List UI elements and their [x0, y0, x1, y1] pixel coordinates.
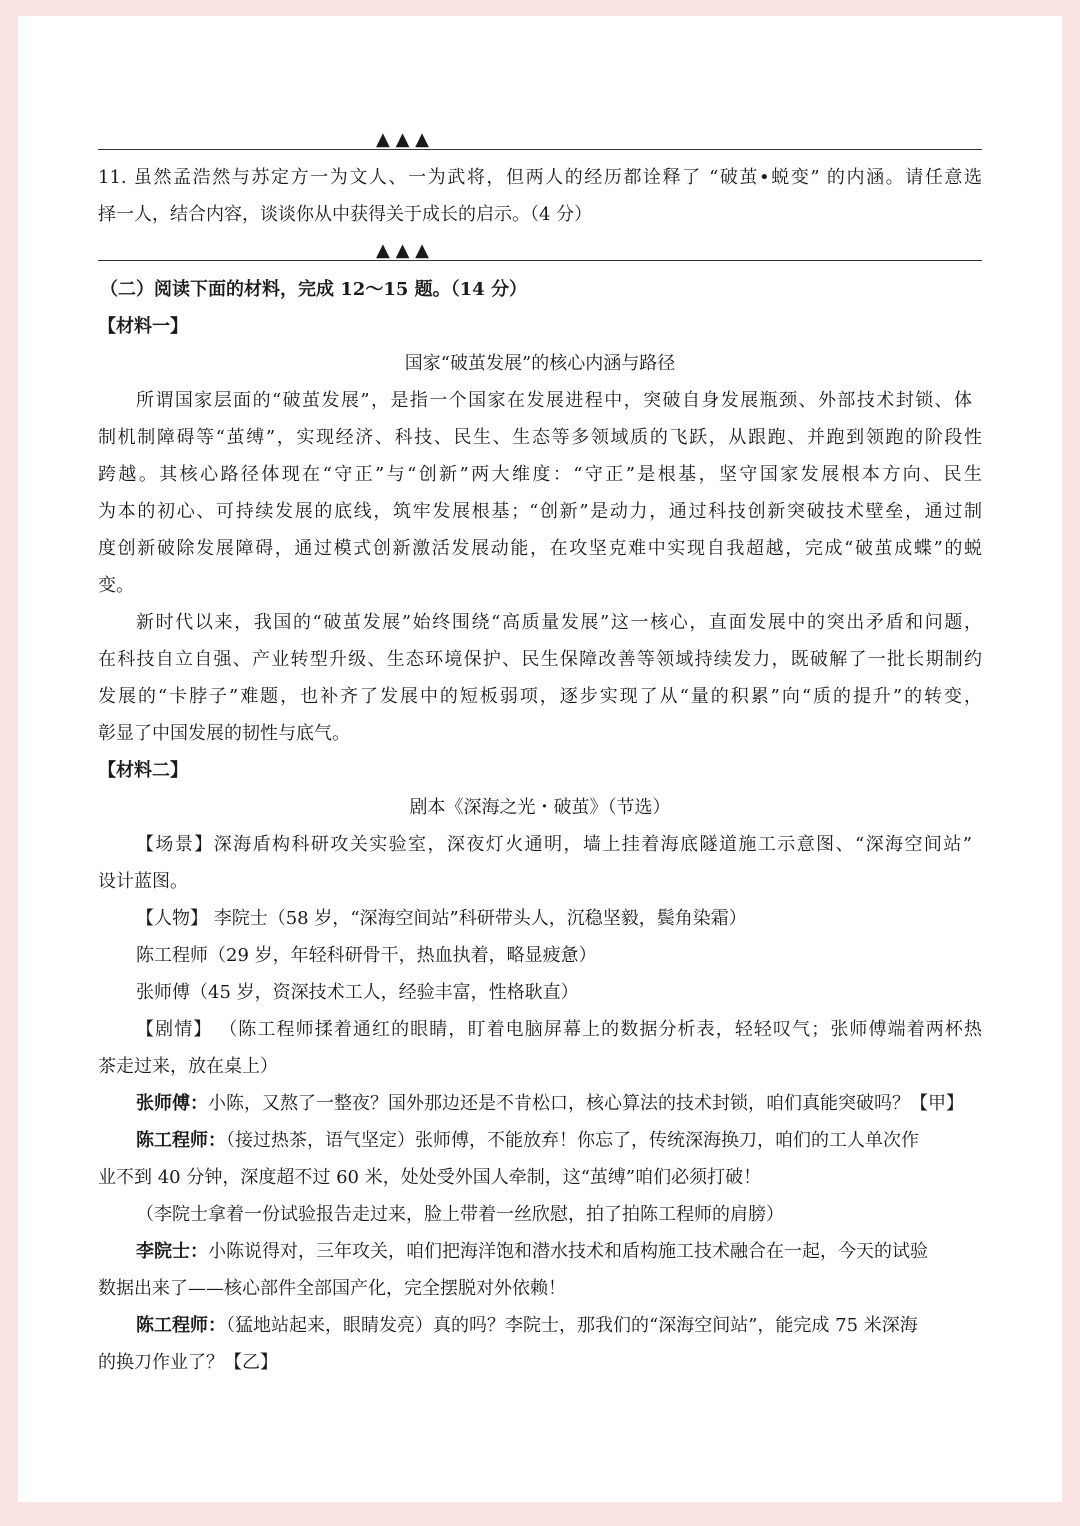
material2-title: 剧本《深海之光・破茧》（节选） [409, 797, 671, 818]
dialogue-li-text: 小陈说得对，三年攻关，咱们把海洋饱和潜水技术和盾构施工技术融合在一起，今天的试验 [208, 1241, 928, 1262]
plot-line-2: 茶走过来，放在桌上） [98, 1056, 278, 1077]
material1-title: 国家“破茧发展”的核心内涵与路径 [404, 353, 676, 374]
dialogue-zhang-text: 小陈，又熬了一整夜？国外那边还是不肯松口，核心算法的技术封锁，咱们真能突破吗？【甲】 [208, 1093, 964, 1114]
section2-heading: （二）阅读下面的材料，完成 12～15 题。（14 分） [100, 279, 527, 300]
material1-para2-line4: 彰显了中国发展的韧性与底气。 [98, 723, 350, 744]
q11-line-1: 11. 虽然孟浩然与苏定方一为文人、一为武将，但两人的经历都诠释了 “破茧•蜕变” 的内涵。请任意选 [98, 167, 982, 188]
zhang-intro: 张师傅（45 岁，资深技术工人，经验丰富，性格耿直） [136, 982, 579, 1003]
q11-line-2: 择一人，结合内容，谈谈你从中获得关于成长的启示。（4 分） [98, 204, 593, 225]
material1-para2-line3: 发展的“卡脖子”难题，也补齐了发展中的短板弱项，逐步实现了从“量的积累”向“质的提升”的转变， [98, 686, 982, 707]
material1-label: 【材料一】 [98, 316, 188, 337]
dialogue-chen-1-cont: 业不到 40 分钟，深度超不过 60 米，处处受外国人牵制，这“茧缚”咱们必须打破！ [98, 1167, 762, 1188]
answer-marks-bottom: ▲ ▲ ▲ [376, 240, 429, 261]
speaker-chen-2: 陈工程师： [136, 1315, 226, 1336]
scene-line-2: 设计蓝图。 [98, 871, 188, 892]
dialogue-li-cont: 数据出来了——核心部件全部国产化，完全摆脱对外依赖！ [98, 1278, 566, 1299]
dialogue-li [136, 1240, 972, 1264]
speaker-li: 李院士： [136, 1241, 208, 1262]
material1-para2-line2: 在科技自立自强、产业转型升级、生态环境保护、民生保障改善等领域持续发力，既破解了一批长期制约 [98, 649, 982, 670]
dialogue-chen-1-text: （接过热茶，语气坚定）张师傅，不能放弃！你忘了，传统深海换刀，咱们的工人单次作 [226, 1130, 919, 1151]
dialogue-chen-2-text: （猛地站起来，眼睛发亮）真的吗？李院士，那我们的“深海空间站”，能完成 75 米深海 [226, 1315, 918, 1336]
chen-intro: 陈工程师（29 岁，年轻科研骨干，热血执着，略显疲惫） [136, 945, 597, 966]
material1-para1-line1: 所谓国家层面的“破茧发展”，是指一个国家在发展进程中，突破自身发展瓶颈、外部技术封锁、体 [136, 390, 972, 411]
material1-para1-line6: 变。 [98, 575, 134, 596]
material1-para1-line2: 制机制障碍等“茧缚”，实现经济、科技、民生、生态等多领域质的飞跃，从跟跑、并跑到领跑的阶段性 [98, 427, 982, 448]
material1-para1-line5: 度创新破除发展障碍，通过模式创新激活发展动能，在攻坚克难中实现自我超越，完成“破茧成蝶”的蜕 [98, 538, 982, 559]
material1-para1-line3: 跨越。其核心路径体现在“守正”与“创新”两大维度：“守正”是根基，坚守国家发展根本方向、民生 [98, 464, 982, 485]
material1-para1-line4: 为本的初心、可持续发展的底线，筑牢发展根基；“创新”是动力，通过科技创新突破技术壁垒，通过制 [98, 501, 982, 522]
speaker-chen: 陈工程师： [136, 1130, 226, 1151]
dialogue-chen-1 [136, 1129, 972, 1153]
scene-line-1: 【场景】深海盾构科研攻关实验室，深夜灯火通明，墙上挂着海底隧道施工示意图、“深海空间站” [136, 834, 972, 855]
plot-line-1: 【剧情】 （陈工程师揉着通红的眼睛，盯着电脑屏幕上的数据分析表，轻轻叹气；张师傅端着两杯热 [136, 1019, 982, 1040]
answer-line-bottom [98, 260, 982, 261]
stage-direction: （李院士拿着一份试验报告走过来，脸上带着一丝欣慰，拍了拍陈工程师的肩膀） [136, 1204, 784, 1225]
speaker-zhang: 张师傅： [136, 1093, 208, 1114]
material1-para2-line1: 新时代以来，我国的“破茧发展”始终围绕“高质量发展”这一核心，直面发展中的突出矛盾和问题， [136, 612, 982, 633]
people-line: 【人物】 李院士（58 岁，“深海空间站”科研带头人，沉稳坚毅，鬓角染霜） [136, 908, 747, 929]
answer-marks-top: ▲ ▲ ▲ [376, 129, 429, 150]
answer-line-top [98, 149, 982, 150]
dialogue-chen-2 [136, 1314, 982, 1338]
dialogue-zhang [136, 1092, 982, 1116]
material2-label: 【材料二】 [98, 760, 188, 781]
dialogue-chen-2-cont: 的换刀作业了？【乙】 [98, 1352, 278, 1373]
